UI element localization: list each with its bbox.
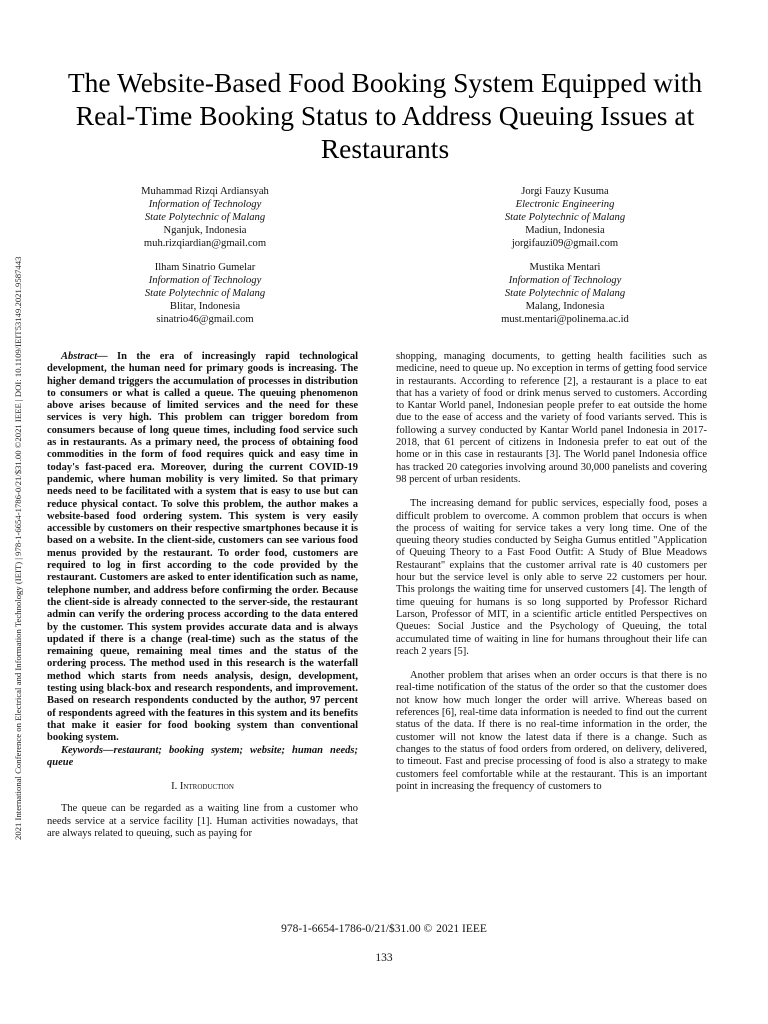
author-block-2: [430, 185, 700, 250]
author-organization: State Polytechnic of Malang: [504, 212, 626, 223]
conference-doi-sidebar: 2021 International Conference on Electrical and Information Technology (IEIT) | 978-1-6654-1786-0/21/$31.00 ©2021 IEEE | DOI: 10.1109/IEIT53149.2021.9587443: [13, 256, 23, 840]
abstract: [47, 351, 358, 745]
author-city: Blitar, Indonesia: [169, 301, 241, 312]
body-paragraph: Another problem that arises when an order occurs is that there is no real-time notification of the status of the order so that the customer does not know how much longer the order will arrive. Whereas based on references [6], real-time data information is needed to find out the current status of the data. If there is no real-time information in the order, the customer will not know the latest data if there is a change. Such as changes to the status of food orders from ordered, on delivery, delivered, to timeout. Fast and precise processing of food is also a strategy to make customers feel comfortable while at the restaurant. This is an important point in increasing the frequency of customers to: [396, 670, 707, 792]
author-organization: State Polytechnic of Malang: [144, 288, 266, 299]
left-column: [47, 351, 358, 840]
author-email: muh.rizqiardian@gmail.com: [143, 238, 267, 249]
author-block-4: [430, 261, 700, 326]
author-department: Information of Technology: [148, 199, 262, 210]
intro-paragraph: The queue can be regarded as a waiting line from a customer who needs service at a service facility [1]. Human activities nowadays, that are always related to queuing, such as paying for: [47, 803, 358, 839]
author-city: Nganjuk, Indonesia: [163, 225, 247, 236]
paper-title: The Website-Based Food Booking System Equipped with Real-Time Booking Status to Address Queuing Issues at Restaurants: [67, 67, 703, 164]
abstract-text: In the era of increasingly rapid technological development, the human need for primary goods is increasing. The higher demand triggers the accumulation of processes in distribution to consumers or what is called a queue. The queuing phenomenon above arises because of limited services and the need for these services is very high. This problem can trigger boredom from consumers because of long queue times, including food service such as in restaurants. As a primary need, the process of obtaining food commodities in the form of food requires quick and easy time in today's fast-paced era. Moreover, during the current COVID-19 pandemic, where human mobility is very limited. So that primary needs need to be facilitated with a system that is easy to use but can reduce physical contact. To solve this problem, the author makes a website-based food ordering system. This system is very easily accessible by customers on their respective smartphones because it is based on a website. In the client-side, customers can see various food menus provided by the restaurant. To order food, customers are required to log in first according to the code provided by the restaurant. Customers are asked to enter identification such as name, telephone number, and address before confirming the order. Because the client-side is already connected to the server-side, the restaurant admin can verify the ordering process according to the data entered by the customer. This system provides accurate data and is always updated if there is a change (real-time) such as the status of the remaining queue, remaining meal times and the status of the ordering process. The method used in this research is the waterfall method which starts from needs analysis, design, development, testing using black-box and research respondents, and improvement. Based on research respondents conducted by the author, 97 percent of respondents agreed with the features in this system and its benefits that make it easier for food booking system than conventional booking system.: [47, 351, 358, 744]
author-organization: State Polytechnic of Malang: [504, 288, 626, 299]
author-name: Jorgi Fauzy Kusuma: [521, 186, 609, 197]
author-city: Madiun, Indonesia: [525, 225, 605, 236]
footer-isbn: 978-1-6654-1786-0/21/$31.00 © 2021 IEEE: [281, 923, 487, 935]
author-block-3: [70, 261, 340, 326]
author-block-1: [70, 185, 340, 250]
author-city: Malang, Indonesia: [525, 301, 605, 312]
page-number: 133: [375, 952, 393, 964]
author-email: sinatrio46@gmail.com: [156, 314, 254, 325]
author-organization: State Polytechnic of Malang: [144, 212, 266, 223]
author-email: must.mentari@polinema.ac.id: [501, 314, 629, 325]
author-email: jorgifauzi09@gmail.com: [511, 238, 619, 249]
author-name: Ilham Sinatrio Gumelar: [154, 262, 256, 273]
keywords: Keywords—restaurant; booking system; website; human needs; queue: [47, 744, 358, 768]
author-department: Electronic Engineering: [515, 199, 615, 210]
author-department: Information of Technology: [148, 275, 262, 286]
author-department: Information of Technology: [508, 275, 622, 286]
abstract-label: Abstract—: [61, 351, 108, 362]
section-heading-introduction: I. Introduction: [171, 781, 234, 793]
body-paragraph: shopping, managing documents, to getting health facilities such as medicine, need to queue up. No exception in terms of getting food service in restaurants. According to reference [2], a restaurant is a place to eat that has a variety of food or drink menus served to customers. According to Kantar World panel, Indonesian people prefer to eat outside the home due to the ease of access and the variety of food variants served. This is following a survey conducted by Kantar World panel Indonesia in 2017-2018, that 61 percent of citizens in Indonesia prefer to eat out of the home or in this case in restaurants [3]. The World panel Indonesia office has tracked 20 categories involving around 30,000 panelists and covering 98 percent of urban residents.: [396, 351, 707, 485]
body-paragraph: The increasing demand for public services, especially food, poses a difficult problem to overcome. A common problem that occurs is when the process of waiting for service takes a very long time. One of the queuing theory studies conducted by Seigha Gumus entitled "Application of Queuing Theory to a Fast Food Outfit: A Study of Blue Meadows Restaurant" explains that the customer arrival rate is 40 customers per hour but the service level is only able to serve 22 customers per hour. This prolongs the waiting time for unserved customers [4]. The length of time queuing for humans is so long supported by Professor Richard Larson, Professor of MIT, in a scientific article entitled Perspectives on Queues: Social Justice and the Psychology of Queuing, the total accumulated time of waiting in line for humans throughout their life can reach 2 years [5].: [396, 498, 707, 657]
author-name: Muhammad Rizqi Ardiansyah: [141, 186, 269, 197]
right-column: [396, 351, 707, 793]
author-name: Mustika Mentari: [529, 262, 601, 273]
